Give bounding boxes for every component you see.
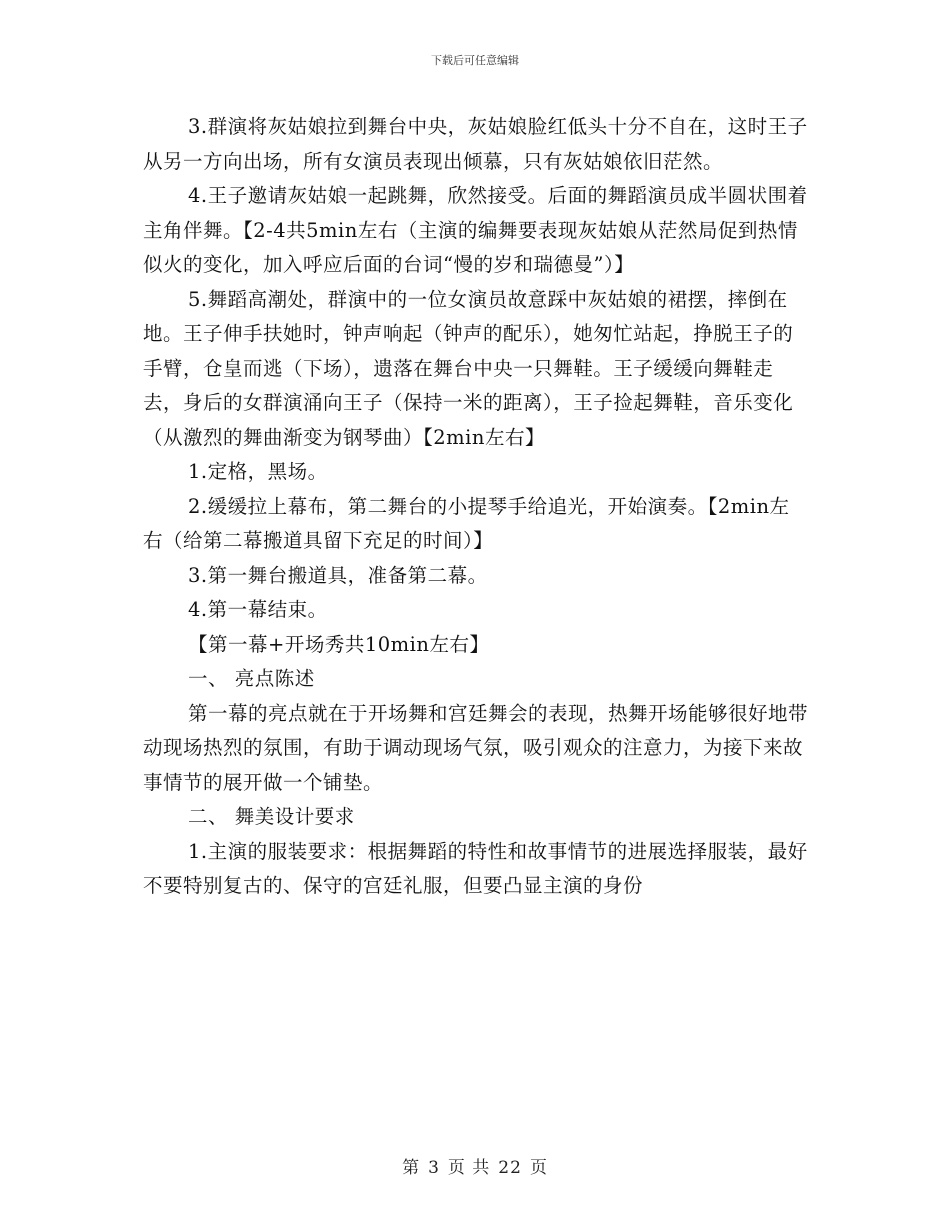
footer-prefix: 第 xyxy=(402,1158,421,1178)
footer-total-pages: 22 xyxy=(498,1158,522,1178)
paragraph-6: 3.第一舞台搬道具，准备第二幕。 xyxy=(188,563,488,587)
paragraph-2: 4.王子邀请灰姑娘一起跳舞，欣然接受。后面的舞蹈演员成半圆状围着主角伴舞。【2-4共5min左右（主演的编舞要表现灰姑娘从茫然局促到热情似火的变化，加入呼应后面的台词“慢的岁和瑞德曼”）】 xyxy=(143,184,808,276)
paragraph-12: 1.主演的服装要求：根据舞蹈的特性和故事情节的进展选择服装，最好不要特别复古的、保守的宫廷礼服，但要凸显主演的身份 xyxy=(143,839,808,897)
section-heading-stage-design: 二、 舞美设计要求 xyxy=(188,805,355,828)
section-heading-highlights: 一、 亮点陈述 xyxy=(188,667,315,690)
paragraph-7: 4.第一幕结束。 xyxy=(188,598,328,621)
page-header: 下载后可任意编辑 xyxy=(431,54,519,67)
paragraph-3: 5.舞蹈高潮处，群演中的一位女演员故意踩中灰姑娘的裙摆，摔倒在地。王子伸手扶她时，钟声响起（钟声的配乐），她匆忙站起，挣脱王子的手臂，仓皇而逃（下场），遗落在舞台中央一只舞鞋。王子缓缓向舞鞋走去，身后的女群演涌向王子（保持一米的距离），王子捡起舞鞋，音乐变化（从激烈的舞曲渐变为钢琴曲）【2min左右】 xyxy=(143,287,794,449)
footer-middle: 页 共 xyxy=(447,1158,491,1178)
paragraph-10: 第一幕的亮点就在于开场舞和宫廷舞会的表现，热舞开场能够很好地带动现场热烈的氛围，有助于调动现场气氛，吸引观众的注意力，为接下来故事情节的展开做一个铺垫。 xyxy=(143,701,809,794)
page-footer xyxy=(0,1153,950,1178)
paragraph-1: 3.群演将灰姑娘拉到舞台中央，灰姑娘脸红低头十分不自在，这时王子从另一方向出场，所有女演员表现出倾慕，只有灰姑娘依旧茫然。 xyxy=(143,115,808,173)
paragraph-5: 2.缓缓拉上幕布，第二舞台的小提琴手给追光，开始演奏。【2min左右（给第二幕搬道具留下充足的时间）】 xyxy=(143,494,790,552)
footer-page-number: 3 xyxy=(428,1158,440,1178)
document-body xyxy=(143,110,808,904)
paragraph-8: 【第一幕+开场秀共10min左右】 xyxy=(188,632,490,656)
footer-suffix: 页 xyxy=(529,1158,548,1178)
paragraph-4: 1.定格，黑场。 xyxy=(188,460,328,483)
